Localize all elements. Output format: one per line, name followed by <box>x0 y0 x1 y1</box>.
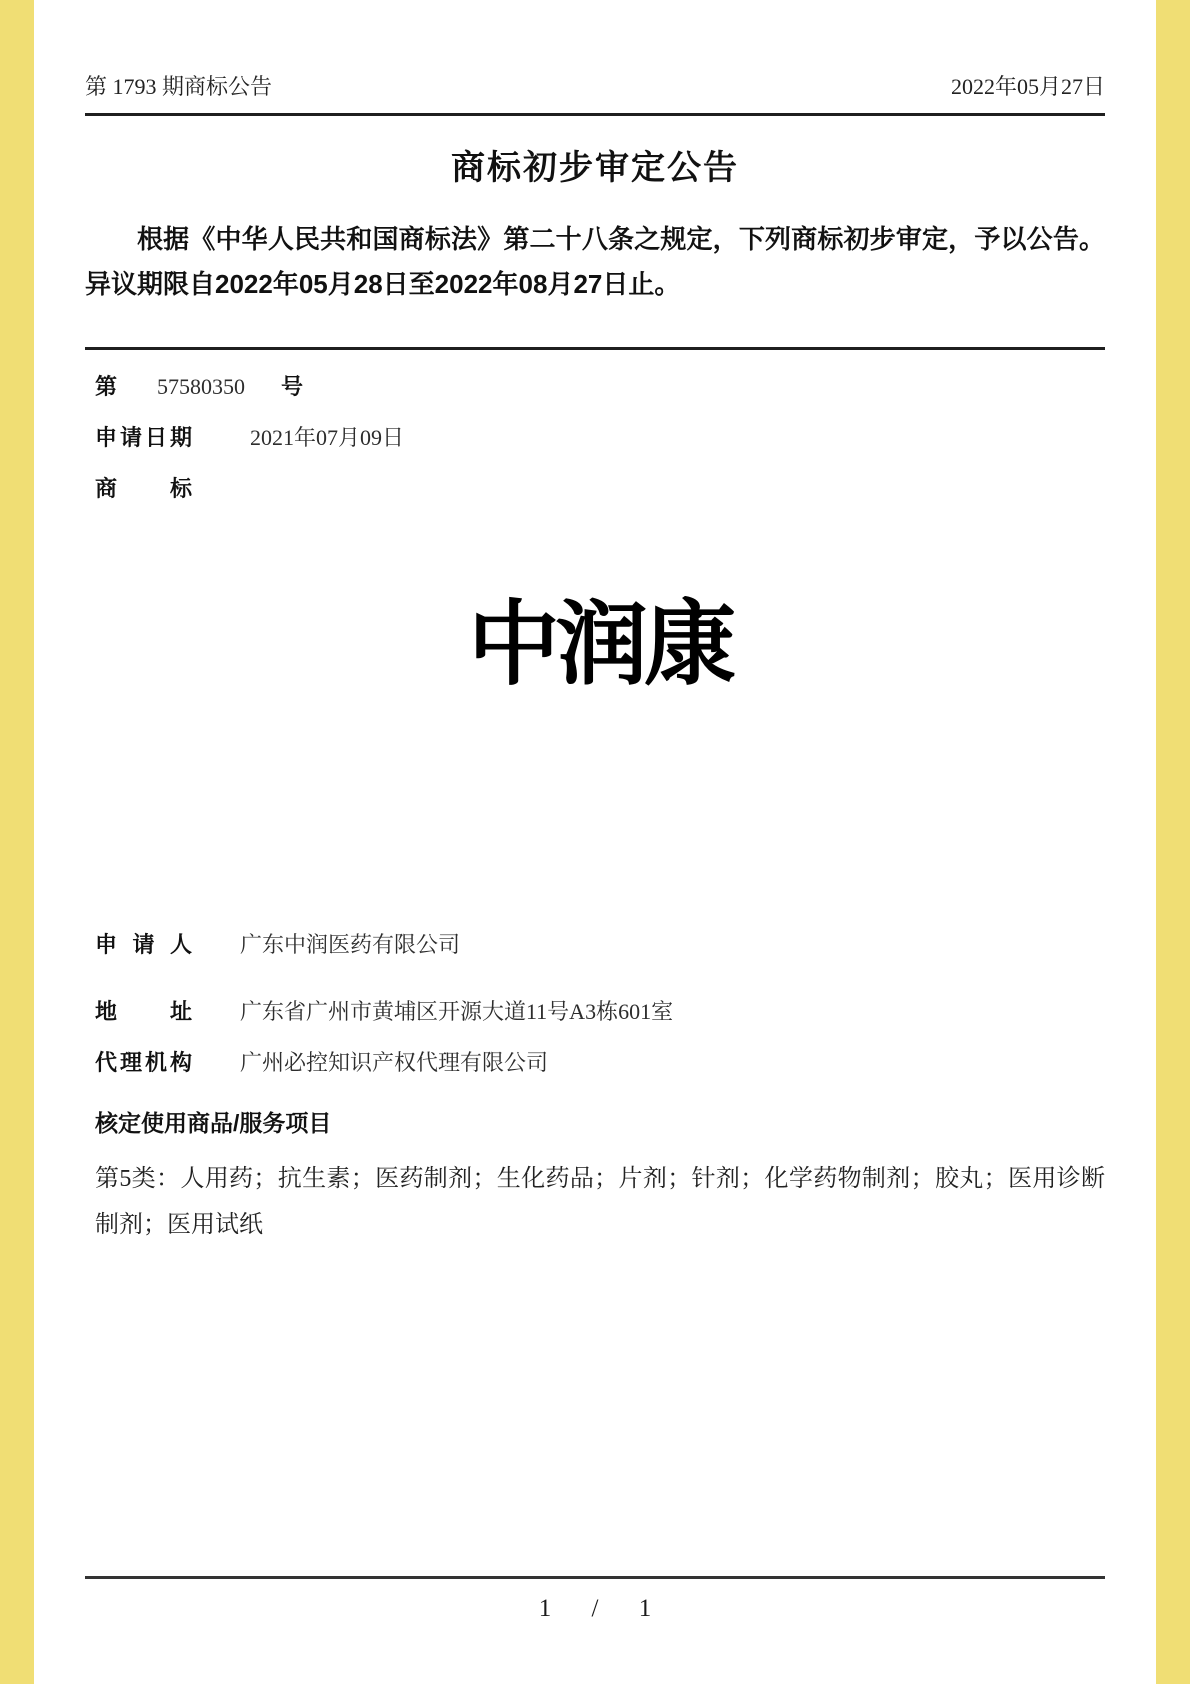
reg-no-value: 57580350 <box>157 374 246 399</box>
address-row <box>95 995 1105 1026</box>
trademark-fields <box>85 370 1105 1077</box>
trademark-image-area <box>95 503 1105 928</box>
trademark-logo-text: 中润康 <box>467 591 732 698</box>
agent-label: 代理机构 <box>95 1050 192 1075</box>
applicant-row <box>95 928 1105 959</box>
registration-number-row <box>95 370 1105 401</box>
page-content <box>85 0 1105 1272</box>
goods-services-list: 第5类：人用药；抗生素；医药制剂；生化药品；片剂；针剂；化学药物制剂；胶丸；医用诊断制剂；医用试纸 <box>95 1166 1105 1238</box>
mark-label: 商标 <box>95 476 192 501</box>
total-page-count: 1 <box>638 1595 652 1622</box>
page-separator: / <box>591 1595 599 1622</box>
left-page-edge <box>0 0 34 1684</box>
agent-value: 广州必控知识产权代理有限公司 <box>240 1050 549 1075</box>
applicant-value: 广东中润医药有限公司 <box>240 932 461 957</box>
mark-label-row <box>95 472 1105 503</box>
apply-date-row <box>95 421 1105 452</box>
reg-no-suffix-label: 号 <box>281 374 304 399</box>
apply-date-value: 2021年07月09日 <box>250 425 405 450</box>
goods-services-heading: 核定使用商品/服务项目 <box>95 1110 332 1136</box>
current-page-number: 1 <box>538 1595 552 1622</box>
right-page-edge <box>1156 0 1190 1684</box>
announcement-body: 根据《中华人民共和国商标法》第二十八条之规定，下列商标初步审定，予以公告。异议期限自2022年05月28日至2022年08月27日止。 <box>85 224 1105 299</box>
reg-no-prefix-label: 第 <box>95 374 118 399</box>
page-footer <box>85 1576 1105 1623</box>
page-title: 商标初步审定公告 <box>451 150 739 187</box>
apply-date-label: 申请日期 <box>95 425 192 450</box>
gazette-header <box>85 0 1105 116</box>
section-divider <box>85 347 1105 350</box>
agent-row <box>95 1046 1105 1077</box>
address-label: 地址 <box>95 999 192 1024</box>
gazette-date: 2022年05月27日 <box>950 74 1105 99</box>
gazette-issue-label: 第 1793 期商标公告 <box>85 74 273 99</box>
address-value: 广东省广州市黄埔区开源大道11号A3栋601室 <box>240 999 674 1024</box>
applicant-label: 申请人 <box>95 932 192 957</box>
